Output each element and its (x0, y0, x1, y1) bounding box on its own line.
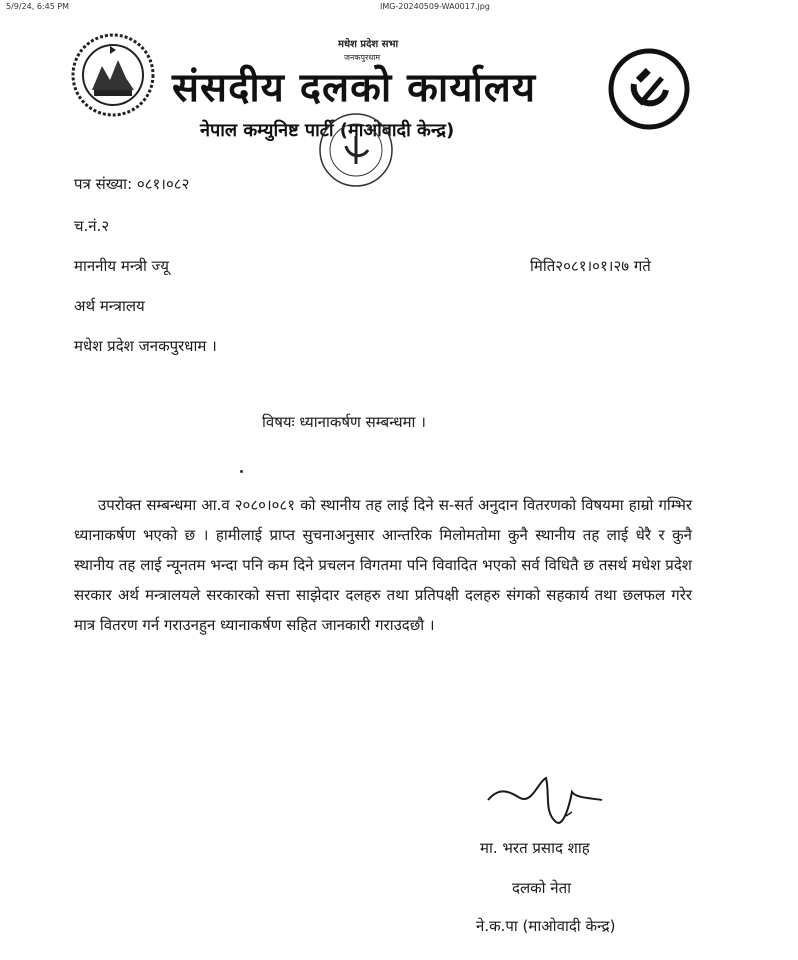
hammer-sickle-icon (606, 46, 692, 132)
signature-icon (480, 772, 610, 832)
recipient-line-3: मधेश प्रदेश जनकपुरधाम । (74, 337, 217, 355)
letter-date: मिति२०८१।०१।२७ गते (530, 257, 651, 275)
recipient-line-1: माननीय मन्त्री ज्यू (74, 257, 169, 275)
signatory-name: मा. भरत प्रसाद शाह (480, 839, 590, 857)
signatory-party: ने.क.पा (माओवादी केन्द्र) (476, 917, 616, 935)
office-stamp-icon (316, 110, 396, 190)
signatory-title: दलको नेता (512, 879, 572, 897)
party-name: नेपाल कम्युनिष्ट पार्टी (माओवादी केन्द्र) (200, 120, 455, 141)
assembly-location: जनकपुरधाम (344, 53, 381, 62)
print-filename: IMG-20240509-WA0017.jpg (380, 2, 490, 11)
letter-body: उपरोक्त सम्बन्धमा आ.व २०८०।०८१ को स्थानीय तह लाई दिने स-सर्त अनुदान वितरणको विषयमा हाम्रो गम्भिर ध्यानाकर्षण भएको छ । हामीलाई प्राप्त सुचनाअनुसार आन्तरिक मिलोमतोमा कुनै स्थानीय तह लाई धेरै र कुनै स्थानीय तह लाई न्यूनतम भन्दा पनि कम दिने प्रचलन विगतमा पनि विवादित भएको सर्व विधितै छ तसर्थ मधेश प्रदेश सरकार अर्थ मन्त्रालयले सरकारको सत्ता साझेदार दलहरु तथा प्रतिपक्षी दलहरु संगको सहकार्य तथा छलफल गरेर मात्र वितरण गर्न गराउनहुन ध्यानाकर्षण सहित जानकारी गराउदछौ । (74, 496, 692, 634)
province-emblem-icon (70, 32, 156, 118)
letter-subject: विषयः ध्यानाकर्षण सम्बन्धमा । (262, 413, 426, 431)
recipient-line-2: अर्थ मन्त्रालय (74, 297, 145, 315)
office-title: संसदीय दलको कार्यालय (172, 65, 537, 111)
print-timestamp: 5/9/24, 6:45 PM (6, 2, 70, 11)
assembly-name: मधेश प्रदेश सभा (338, 39, 399, 50)
ink-dot (240, 470, 243, 473)
reference-number: पत्र संख्या: ०८१।०८२ (74, 175, 190, 193)
dispatch-number: च.नं.२ (74, 217, 110, 235)
